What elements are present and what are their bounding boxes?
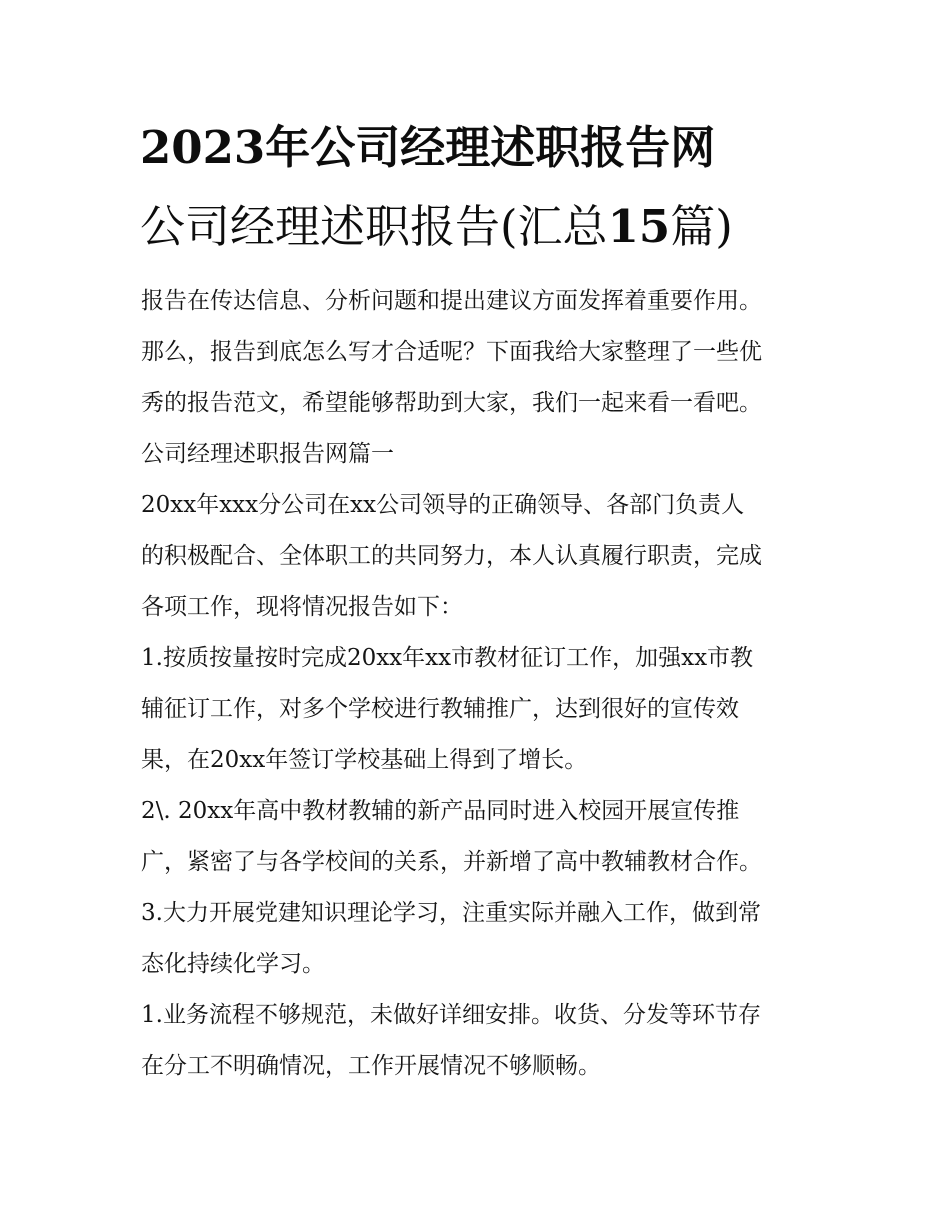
body-line: 各项工作，现将情况报告如下：: [141, 594, 463, 620]
body-line: 报告在传达信息、分析问题和提出建议方面发挥着重要作用。: [141, 288, 762, 314]
body-line: 3.大力开展党建知识理论学习，注重实际并融入工作，做到常: [141, 900, 761, 926]
body-line: 的积极配合、全体职工的共同努力，本人认真履行职责，完成: [141, 543, 762, 569]
title-line-2-number: 15: [607, 200, 671, 253]
title-line-2-text: 公司经理述职报告(汇总: [140, 200, 608, 253]
title-line-2-end: 篇): [670, 200, 733, 253]
body-line: 广，紧密了与各学校间的关系，并新增了高中教辅教材合作。: [141, 849, 762, 875]
body-line: 态化持续化学习。: [141, 951, 325, 977]
body-line: 秀的报告范文，希望能够帮助到大家，我们一起来看一看吧。: [141, 390, 762, 416]
body-line: 那么，报告到底怎么写才合适呢？下面我给大家整理了一些优: [141, 339, 762, 365]
document-title-line-1: 2023年公司经理述职报告网: [140, 121, 716, 174]
body-line: 20xx年xxx分公司在xx公司领导的正确领导、各部门负责人: [141, 492, 745, 518]
body-line: 1.按质按量按时完成20xx年xx市教材征订工作，加强xx市教: [141, 645, 754, 671]
body-line: 2\. 20xx年高中教材教辅的新产品同时进入校园开展宣传推: [141, 798, 740, 824]
body-line: 果，在20xx年签订学校基础上得到了增长。: [141, 747, 588, 773]
body-line: 辅征订工作，对多个学校进行教辅推广，达到很好的宣传效: [141, 696, 739, 722]
section-heading: 公司经理述职报告网篇一: [141, 441, 394, 467]
document-title-line-2: [140, 199, 840, 255]
body-line: 在分工不明确情况，工作开展情况不够顺畅。: [141, 1053, 601, 1079]
body-line: 1.业务流程不够规范，未做好详细安排。收货、分发等环节存: [141, 1002, 761, 1028]
